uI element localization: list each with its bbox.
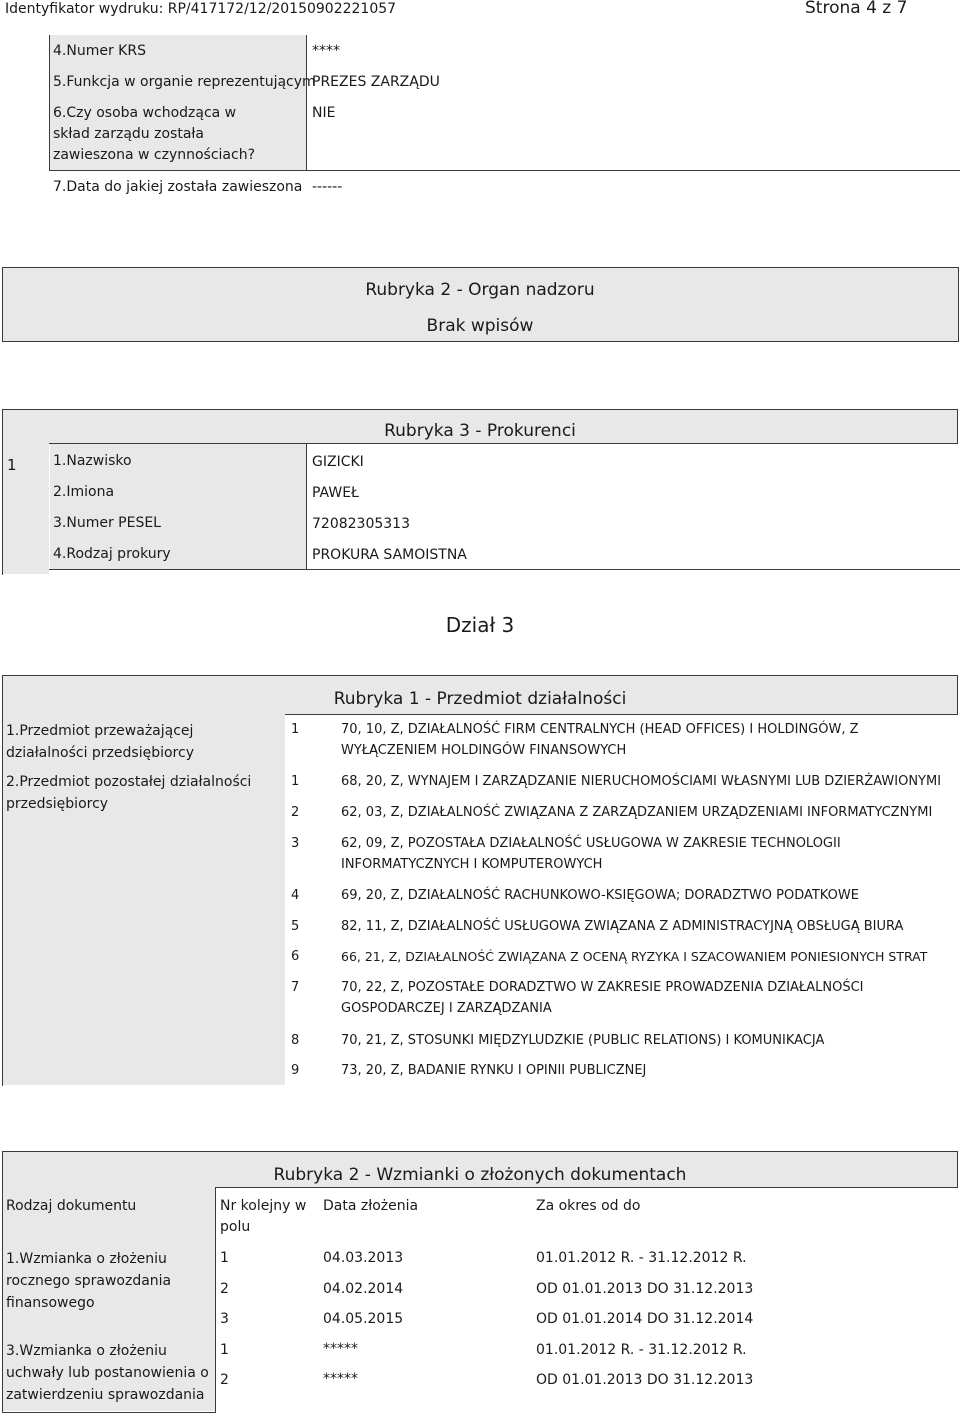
proxies-title: Rubryka 3 - Prokurenci [384, 421, 576, 441]
table-cell-period: OD 01.01.2013 DO 31.12.2013 [536, 1372, 754, 1388]
krs-number-value: **** [312, 43, 340, 59]
document-group-label: 3.Wzmianka o złożeniu uchwały lub postanowienia o zatwierdzeniu sprawozdania [6, 1343, 209, 1403]
main-activity-label: 1.Przedmiot przeważającej działalności przedsiębiorcy [6, 723, 194, 761]
main-activity-text: 70, 10, Z, DZIAŁALNOŚĆ FIRM CENTRALNYCH (HEAD OFFICES) I HOLDINGÓW, Z WYŁĄCZENIEM HOLDINGÓW FINANSOWYCH [341, 722, 859, 758]
section-title: Dział 3 [445, 613, 515, 637]
table-cell-date: ***** [323, 1341, 358, 1357]
other-activity-label: 2.Przedmiot pozostałej działalności przedsiębiorcy [6, 774, 252, 812]
list-item-text: 62, 09, Z, POZOSTAŁA DZIAŁALNOŚĆ USŁUGOWA W ZAKRESIE TECHNOLOGII INFORMATYCZNYCH I KOMPUTEROWYCH [341, 836, 841, 872]
surname-label: 1.Nazwisko [53, 453, 132, 469]
table-cell-period: OD 01.01.2013 DO 31.12.2013 [536, 1281, 754, 1297]
column-header-document-type: Rodzaj dokumentu [6, 1198, 137, 1214]
activity-label-column [2, 714, 285, 1085]
list-item-number: 9 [291, 1063, 300, 1078]
table-cell-period: 01.01.2012 R. - 31.12.2012 R. [536, 1250, 747, 1266]
table-cell-number: 1 [220, 1342, 229, 1358]
proxy-index: 1 [7, 456, 17, 474]
list-item-text: 66, 21, Z, DZIAŁALNOŚĆ ZWIĄZANA Z OCENĄ RYZYKA I SZACOWANIEM PONIESIONYCH STRAT [341, 949, 928, 964]
list-item-text: 68, 20, Z, WYNAJEM I ZARZĄDZANIE NIERUCHOMOŚCIAMI WŁASNYMI LUB DZIERŻAWIONYMI [341, 774, 942, 789]
table-cell-date: 04.02.2014 [323, 1281, 404, 1297]
pesel-label: 3.Numer PESEL [53, 515, 161, 531]
activity-title: Rubryka 1 - Przedmiot działalności [333, 689, 627, 709]
table-cell-period: OD 01.01.2014 DO 31.12.2014 [536, 1311, 754, 1327]
list-item-number: 7 [291, 980, 300, 995]
suspended-label: 6.Czy osoba wchodząca w skład zarządu została zawieszona w czynnościach? [53, 105, 255, 163]
krs-number-label: 4.Numer KRS [53, 43, 146, 59]
first-names-label: 2.Imiona [53, 484, 115, 500]
list-item-number: 5 [291, 919, 300, 934]
table-cell-number: 2 [220, 1372, 229, 1388]
list-item-text: 82, 11, Z, DZIAŁALNOŚĆ USŁUGOWA ZWIĄZANA Z ADMINISTRACYJNĄ OBSŁUGĄ BIURA [341, 919, 904, 934]
pesel-value: 72082305313 [312, 516, 410, 532]
suspended-value: NIE [312, 105, 336, 121]
suspended-until-label: 7.Data do jakiej została zawieszona [53, 179, 303, 195]
list-item-number: 3 [291, 836, 300, 851]
column-header-entry-number: Nr kolejny w polu [220, 1198, 307, 1235]
supervisory-empty: Brak wpisów [426, 316, 534, 336]
list-item-text: 70, 22, Z, POZOSTAŁE DORADZTWO W ZAKRESIE PROWADZENIA DZIAŁALNOŚCI GOSPODARCZEJ I ZARZĄDZANIA [341, 980, 864, 1016]
list-item-text: 70, 21, Z, STOSUNKI MIĘDZYLUDZKIE (PUBLIC RELATIONS) I KOMUNIKACJA [341, 1033, 825, 1048]
list-item-number: 4 [291, 888, 300, 903]
function-label: 5.Funkcja w organie reprezentującym [53, 74, 316, 90]
list-item-number: 1 [291, 774, 300, 789]
table-cell-date: 04.05.2015 [323, 1311, 404, 1327]
table-cell-number: 1 [220, 1250, 229, 1266]
document-group-label: 1.Wzmianka o złożeniu rocznego sprawozdania finansowego [6, 1251, 172, 1311]
function-value: PREZES ZARZĄDU [312, 74, 440, 90]
page-number: Strona 4 z 7 [805, 0, 908, 18]
suspended-until-value: ------ [312, 179, 343, 195]
supervisory-title: Rubryka 2 - Organ nadzoru [365, 280, 595, 300]
list-item-text: 73, 20, Z, BADANIE RYNKU I OPINII PUBLICZNEJ [341, 1063, 647, 1078]
main-activity-number: 1 [291, 722, 300, 737]
table-cell-number: 3 [220, 1311, 229, 1327]
list-item-number: 8 [291, 1033, 300, 1048]
list-item-number: 6 [291, 949, 300, 964]
column-header-period: Za okres od do [536, 1198, 641, 1214]
first-names-value: PAWEŁ [312, 485, 359, 501]
proxy-type-label: 4.Rodzaj prokury [53, 546, 171, 562]
documents-title: Rubryka 2 - Wzmianki o złożonych dokumentach [273, 1165, 687, 1185]
surname-value: GIZICKI [312, 454, 364, 470]
table-cell-period: 01.01.2012 R. - 31.12.2012 R. [536, 1342, 747, 1358]
list-item-text: 62, 03, Z, DZIAŁALNOŚĆ ZWIĄZANA Z ZARZĄDZANIEM URZĄDZENIAMI INFORMATYCZNYMI [341, 805, 933, 820]
list-item-number: 2 [291, 805, 300, 820]
column-header-filing-date: Data złożenia [323, 1198, 419, 1214]
list-item-text: 69, 20, Z, DZIAŁALNOŚĆ RACHUNKOWO-KSIĘGOWA; DORADZTWO PODATKOWE [341, 888, 859, 903]
table-cell-number: 2 [220, 1281, 229, 1297]
proxy-type-value: PROKURA SAMOISTNA [312, 547, 467, 563]
table-cell-date: ***** [323, 1371, 358, 1387]
print-identifier: Identyfikator wydruku: RP/417172/12/20150902221057 [5, 1, 397, 17]
table-cell-date: 04.03.2013 [323, 1250, 404, 1266]
